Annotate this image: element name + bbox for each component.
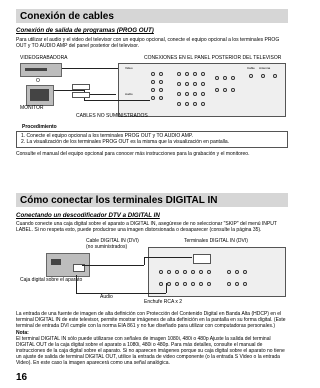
jack <box>273 74 277 78</box>
procedure-step-2: 2. La visualización de los terminales PROG OUT es la misma que la visualización en pantalla. <box>21 138 230 145</box>
or-label: O <box>36 78 40 84</box>
jack <box>193 72 197 76</box>
jack <box>207 270 211 274</box>
section-title-cable-connection <box>16 9 288 23</box>
monitor-screen <box>30 89 49 101</box>
prog-out-diagram <box>16 54 288 124</box>
audio-label: Audio <box>100 294 113 300</box>
jack <box>185 102 189 106</box>
jack <box>177 72 181 76</box>
jack <box>175 270 179 274</box>
jack <box>177 102 181 106</box>
dvi-cable-1 <box>82 265 144 266</box>
jack <box>177 92 181 96</box>
jack <box>243 282 247 286</box>
tv-rear-panel <box>118 63 286 117</box>
vcr-device <box>20 63 62 77</box>
monitor-label: MONITOR <box>20 105 44 111</box>
jack <box>235 270 239 274</box>
jack <box>185 82 189 86</box>
jack <box>243 270 247 274</box>
jack <box>199 282 203 286</box>
jack <box>261 74 265 78</box>
jack <box>183 282 187 286</box>
jack <box>193 102 197 106</box>
jack <box>151 88 155 92</box>
intro-paragraph-prog-out: Para utilizar el audio y el video del televisor con un equipo opcional, conecte el equipo opcional a los terminales PROG OUT y TO AUDIO AMP del panel posterior del televisor. <box>16 37 280 50</box>
jack <box>183 270 187 274</box>
rca-plug-label: Enchufe RCA x 2 <box>144 299 183 305</box>
jack <box>185 72 189 76</box>
cable-to-monitor-1 <box>54 90 84 91</box>
jack <box>151 80 155 84</box>
cable-to-vcr <box>62 68 118 69</box>
jack <box>231 76 235 80</box>
dvi-cable-2 <box>144 257 145 265</box>
jack <box>201 82 205 86</box>
dvi-cable-label-1: Cable DIGITAL IN (DVI) <box>86 238 139 244</box>
digital-in-note: El terminal DIGITAL IN sólo puede utilizarse con señales de imagen 1080i, 480i o 480p Ajuste la salida del terminal DIGITAL OUT de la caja digital sobre el aparato a 1080i, 480i o 480p. Para más detalles, consulte el manual de instrucciones de la caja digital sobre el aparato. Si no aparecen imágenes porque su caja digital sobre el aparato no tiene un ajuste de salida de terminal DIGITAL OUT, utilice la entrada de video componente (o la entrada S Video o la entrada Video). En este caso la imagen aparecerá como una señal analógica. <box>16 336 285 367</box>
dvi-port <box>193 254 211 264</box>
procedure-step-1: 1. Conecte el equipo opcional a los terminales PROG OUT y TO AUDIO AMP. <box>21 133 193 139</box>
intro-paragraph-digital-in: Cuando conecte una caja digital sobre el aparato a DIGITAL IN, asegúrese de no seleccionar "SKIP" del menú INPUT LABEL. Si no respeta esto, puede producirse una imagen distorsionada o desaparecer (consulte la página 35). <box>16 221 277 234</box>
jack <box>159 80 163 84</box>
manual-reference-note: Consulte el manual del equipo opcional para conocer más instrucciones para la grabación y el monitoreo. <box>16 151 250 157</box>
jack <box>159 88 163 92</box>
jack <box>207 282 211 286</box>
jack <box>167 270 171 274</box>
note-title: Nota: <box>16 330 29 336</box>
plug <box>72 92 90 98</box>
jack <box>231 88 235 92</box>
section-title-text: Conexión de cables <box>20 10 114 22</box>
digital-in-diagram <box>16 237 288 307</box>
jack <box>227 282 231 286</box>
dvi-cable-3 <box>144 257 192 258</box>
vcr-tape-slot <box>25 68 47 71</box>
cables-not-supplied-label: CABLES NO SUMINISTRADOS <box>76 113 148 119</box>
hdcp-paragraph: La entrada de una fuente de imagen de alta definición con Protección del Contenido Digital en Banda Alta (HDCP) en el terminal DIGITAL IN de este televisor, permite mostrar imágenes de alta definición en la pantalla en su forma digital. (Este terminal de entrada DVI cumple con la norma EIA 861 y no fue diseñado para utilizar con computadoras personales.) <box>16 311 286 330</box>
jack <box>191 270 195 274</box>
jack <box>223 76 227 80</box>
subsection-title-dtv-decoder: Conectando un descodificador DTV a DIGITAL IN <box>16 212 160 219</box>
jack <box>223 88 227 92</box>
panel-antenna-label: Antenna <box>259 66 271 70</box>
panel-cable-label: Cable <box>247 66 255 70</box>
audio-cable-3 <box>166 283 167 293</box>
monitor-device <box>26 85 54 106</box>
jack <box>249 74 253 78</box>
jack <box>215 88 219 92</box>
cable-to-monitor-3 <box>84 100 150 101</box>
jack <box>175 282 179 286</box>
jack <box>235 282 239 286</box>
jack <box>167 282 171 286</box>
tv-rear-panel-digital <box>148 247 286 297</box>
jack <box>201 102 205 106</box>
dvi-cable-label-2: (no suministrados) <box>86 244 128 250</box>
jack <box>193 92 197 96</box>
set-top-box-label: Caja digital sobre el aparato <box>20 277 83 283</box>
section-title-digital-in <box>16 193 288 207</box>
plug <box>72 84 90 90</box>
subsection-title-prog-out: Conexión de salida de programas (PROG OUT) <box>16 27 154 34</box>
jack <box>227 270 231 274</box>
audio-cable-2 <box>76 293 166 294</box>
audio-cable-1 <box>76 275 77 293</box>
jack <box>177 82 181 86</box>
jack <box>159 270 163 274</box>
section-title-text: Cómo conectar los terminales DIGITAL IN <box>20 194 218 206</box>
jack <box>191 282 195 286</box>
jack <box>201 72 205 76</box>
procedure-title: Procedimiento <box>22 124 57 130</box>
jack <box>159 282 163 286</box>
jack <box>215 76 219 80</box>
jack <box>201 92 205 96</box>
panel-audio-label: Audio <box>125 92 133 96</box>
digital-in-terminals-label: Terminales DIGITAL IN (DVI) <box>184 238 248 244</box>
page-number: 16 <box>16 372 28 383</box>
jack <box>151 72 155 76</box>
rear-panel-label: CONEXIONES EN EL PANEL POSTERIOR DEL TELEVISOR <box>144 55 282 61</box>
set-top-box-display <box>51 259 61 265</box>
jack <box>199 270 203 274</box>
jack <box>159 96 163 100</box>
jack <box>159 72 163 76</box>
vcr-label: VIDEOGRABADORA <box>20 55 68 61</box>
jack <box>185 92 189 96</box>
jack <box>193 82 197 86</box>
jack <box>151 96 155 100</box>
procedure-box <box>16 131 288 148</box>
panel-video-label: Video <box>125 66 133 70</box>
